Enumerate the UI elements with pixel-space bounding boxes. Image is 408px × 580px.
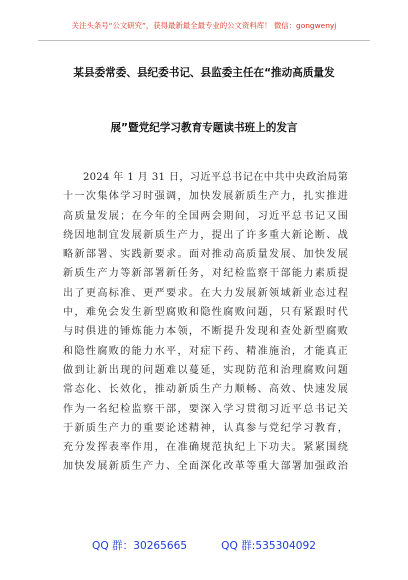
body-line: 做到让新出现的问题难以蔓延，实现防范和治理腐败问题: [63, 364, 348, 376]
header-notice: 关注头条号“公文研究”，获得最新最全最专业的公文资料库！ 微信：gongwenyj: [71, 21, 337, 30]
footer-qq-group-1: QQ 群：30265665: [91, 540, 188, 552]
body-line: 作为一名纪检监察干部，要深入学习贯彻习近平总书记关: [63, 403, 348, 415]
body-line: 充分发挥表率作用，在准确规范执纪上下功夫。紧紧围绕: [63, 442, 348, 454]
body-line: 绕因地制宜发展新质生产力，提出了许多重大新论断、战: [63, 229, 348, 241]
document-title-line-2: 展”暨党纪学习教育专题读书班上的发言: [110, 122, 298, 134]
footer-qq-group-2: QQ 群:535304092: [221, 540, 317, 552]
document-body: [63, 168, 348, 477]
body-line: 与时俱进的锤炼能力本领，不断提升发现和查处新型腐败: [63, 326, 348, 338]
header-divider: [38, 40, 370, 41]
body-line: 于新质生产力的重要论述精神，认真参与党纪学习教育，: [63, 422, 348, 434]
body-line: 常态化、长效化，推动新质生产力顺畅、高效、快速发展: [63, 384, 348, 396]
body-line: 和隐性腐败的能力水平，对症下药、精准施治，才能真正: [63, 345, 348, 357]
body-line: 略新部署、实践新要求。面对推动高质量发展、加快发展: [63, 249, 348, 261]
body-line: 高质量发展；在今年的全国两会期间，习近平总书记又围: [63, 210, 348, 222]
document-title-line-1: 某县委常委、县纪委书记、县监委主任在“推动高质量发: [73, 67, 335, 79]
body-line: 2024 年 1 月 31 日，习近平总书记在中共中央政治局第: [83, 172, 348, 183]
footer-contact: [0, 539, 408, 553]
body-line: 加快发展新质生产力、全面深化改革等重大部署加强政治: [63, 461, 348, 473]
body-line: 新质生产力等新部署新任务，对纪检监察干部能力素质提: [63, 268, 348, 280]
body-line: 中，难免会发生新型腐败和隐性腐败问题，只有紧跟时代: [63, 307, 348, 319]
body-line: 出了更高标准、更严要求。在大力发展新领域新业态过程: [63, 287, 348, 299]
body-line: 十一次集体学习时强调，加快发展新质生产力，扎实推进: [63, 191, 348, 203]
